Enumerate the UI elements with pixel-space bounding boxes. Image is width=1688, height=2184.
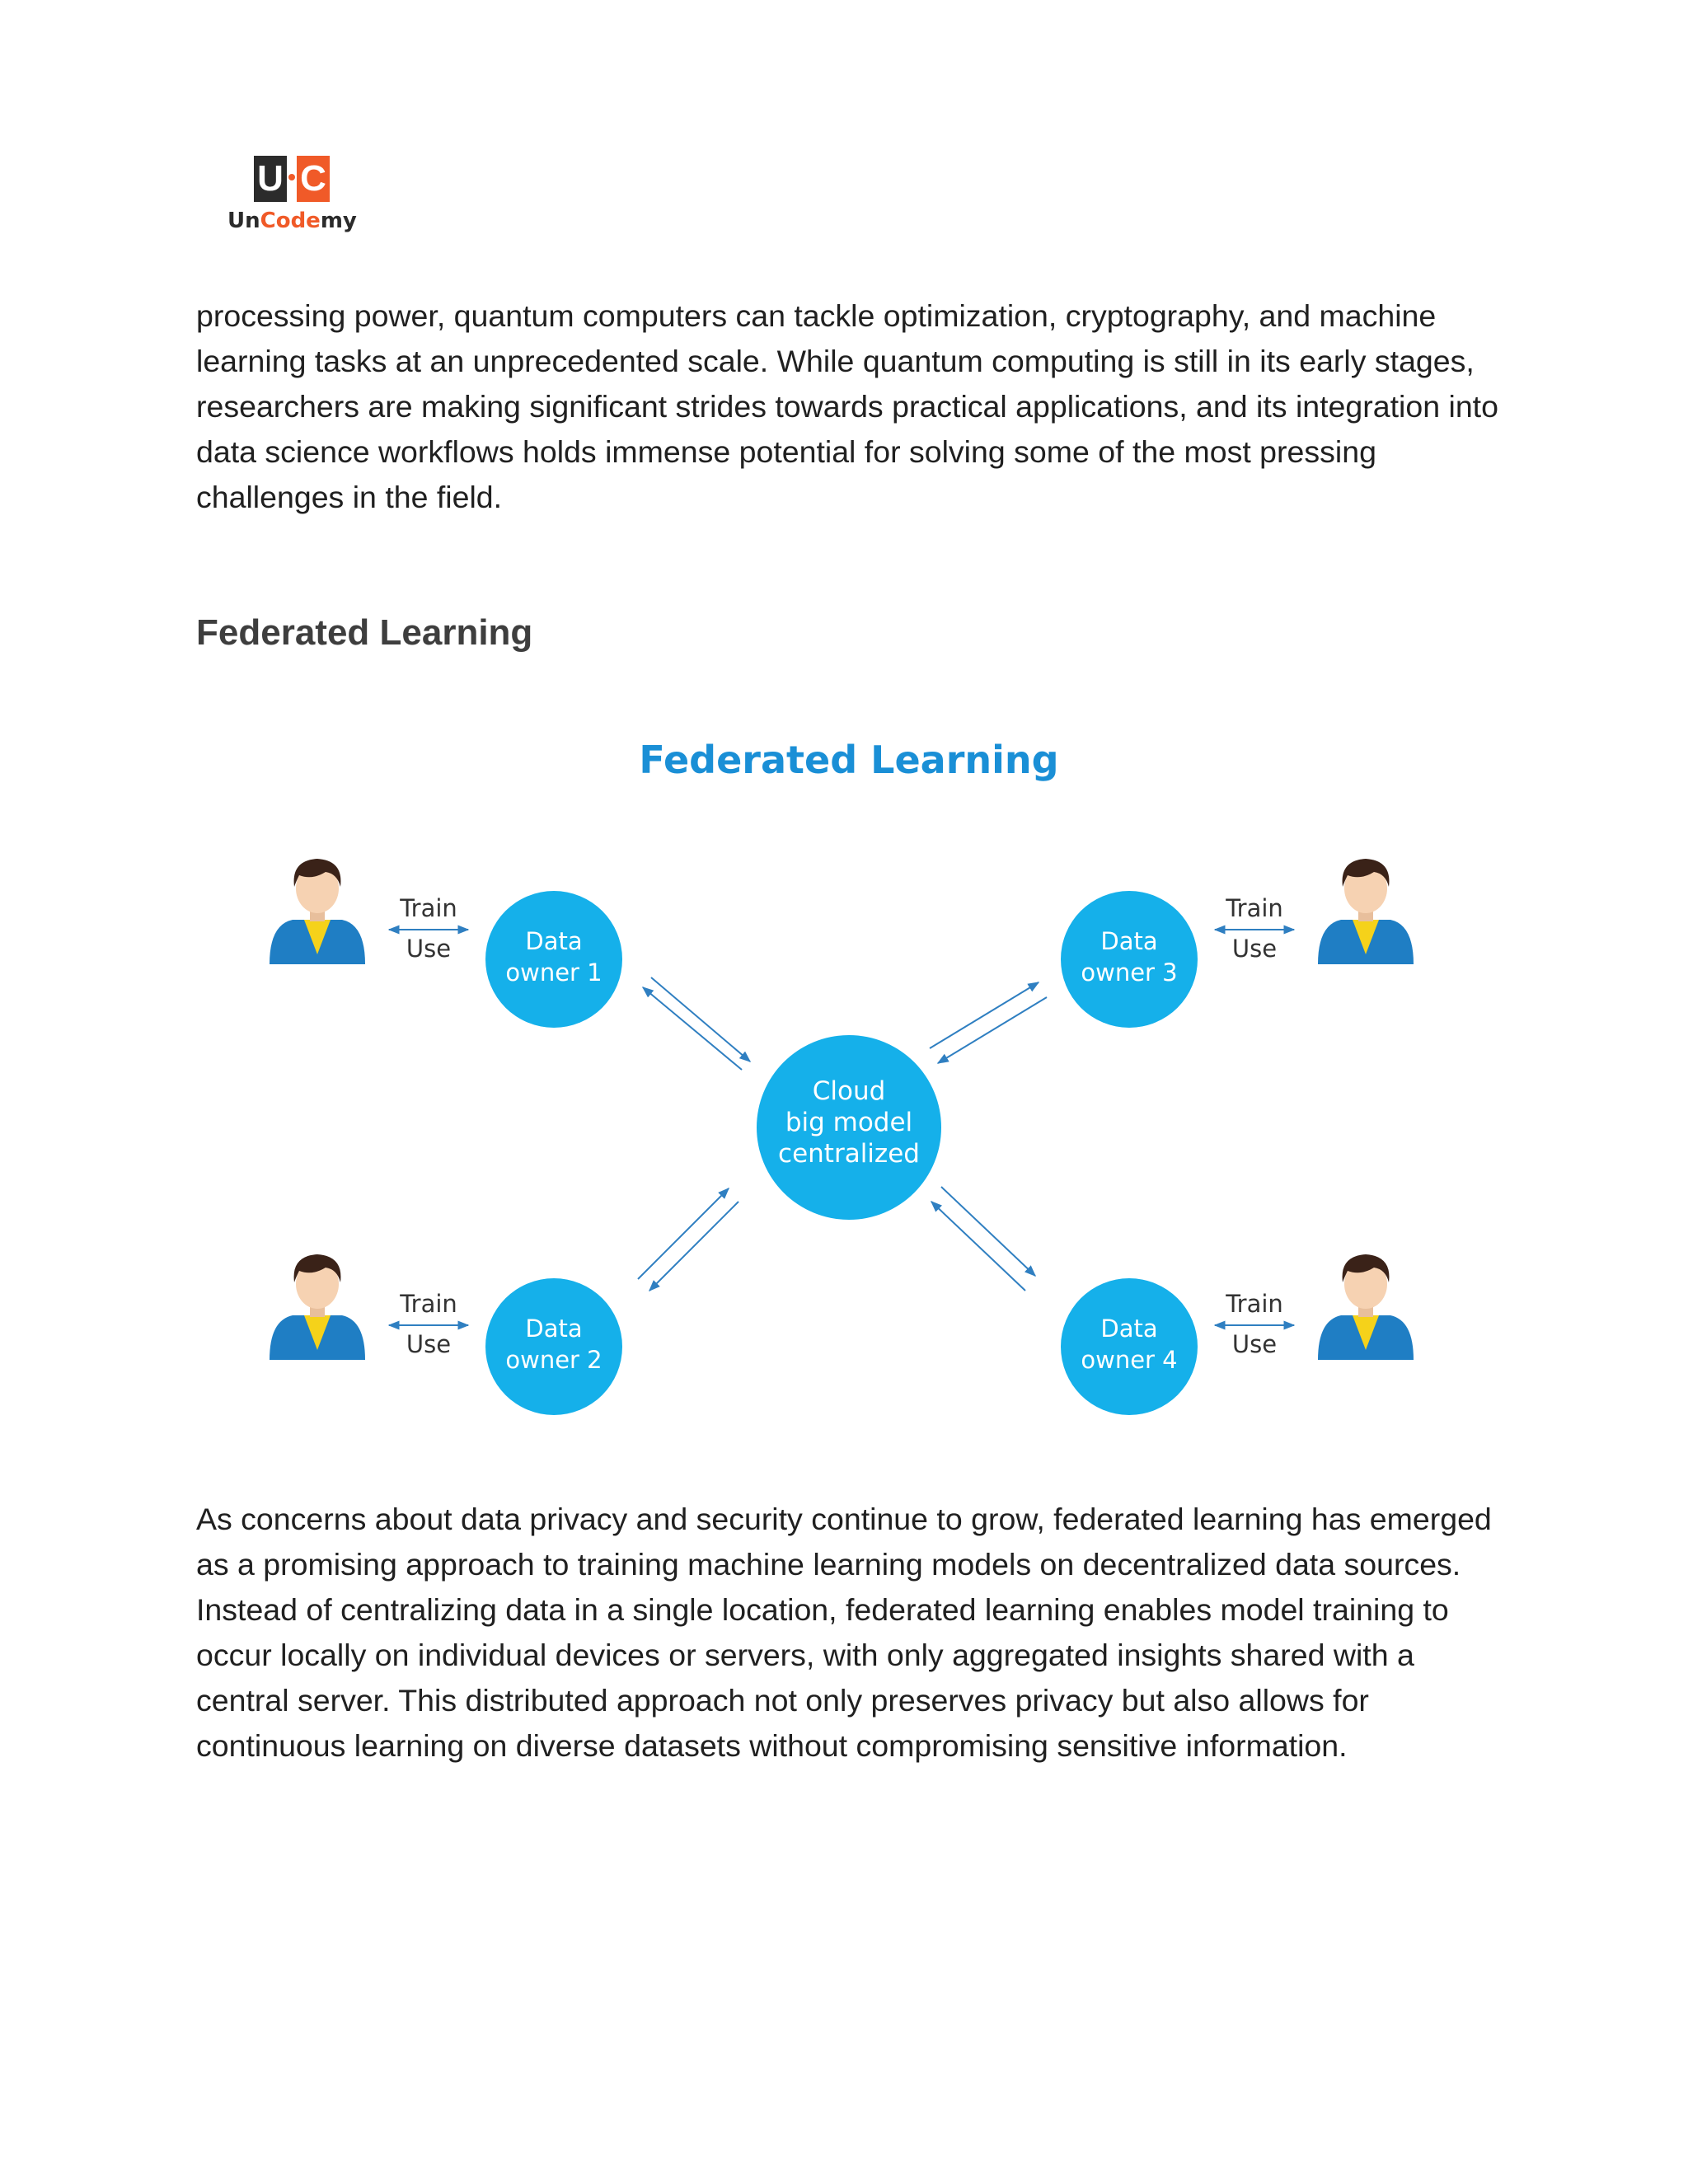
person-icon-4 <box>1318 1254 1414 1360</box>
person-icon-1 <box>270 859 365 964</box>
arrows-owner-2 <box>638 1188 738 1291</box>
train-use-4 <box>1215 1290 1294 1358</box>
paragraph-federated: As concerns about data privacy and security continue to grow, federated learning has emerged as a promising approach to training machine learning models on decentralized data sources. Instead of centralizing data in a single location, federated learning enables model training to occur locally on individual devices or servers, with only aggregated insights shared with a central server. This distributed approach not only preserves privacy but also allows for continuous learning on diverse datasets without compromising sensitive information. <box>196 1502 1492 1763</box>
data-owner-3 <box>1061 891 1198 1028</box>
train-use-2 <box>389 1290 468 1358</box>
logo-letter-c: C <box>297 156 330 202</box>
owner-4-line-2: owner 4 <box>1081 1346 1178 1374</box>
use-label-2: Use <box>406 1330 452 1358</box>
arrows-owner-3 <box>930 982 1047 1063</box>
person-icon-2 <box>270 1254 365 1360</box>
section-heading: Federated Learning <box>196 612 533 653</box>
owner-1-line-2: owner 1 <box>505 958 603 987</box>
person-icon-3 <box>1318 859 1414 964</box>
logo-dot <box>288 174 295 180</box>
owner-2-line-1: Data <box>525 1315 583 1343</box>
owner-3-line-2: owner 3 <box>1081 958 1178 987</box>
paragraph-quantum: processing power, quantum computers can tackle optimization, cryptography, and machine learning tasks at an unprecedented scale. While quantum computing is still in its early stages, researchers are making significant strides towards practical applications, and its integration into data science workflows holds immense potential for solving some of the most pressing challenges in the field. <box>196 298 1498 514</box>
federated-learning-diagram <box>247 725 1451 1442</box>
use-label-4: Use <box>1231 1330 1278 1358</box>
data-owner-4 <box>1061 1278 1198 1415</box>
uncodemy-logo <box>227 151 376 241</box>
cloud-node <box>757 1035 941 1220</box>
train-use-1 <box>389 894 468 963</box>
train-label-3: Train <box>1226 894 1283 922</box>
use-label-3: Use <box>1231 935 1278 963</box>
owner-4-line-1: Data <box>1100 1315 1158 1343</box>
train-label-4: Train <box>1226 1290 1283 1318</box>
logo-letter-u: U <box>254 156 287 202</box>
arrows-owner-1 <box>643 977 750 1070</box>
logo-mark <box>254 156 330 205</box>
data-owner-2 <box>485 1278 622 1415</box>
logo-word-part3: my <box>320 209 357 233</box>
train-use-3 <box>1215 894 1294 963</box>
owner-1-line-1: Data <box>525 927 583 955</box>
logo-word-part1: Un <box>227 209 260 233</box>
cloud-line-1: Cloud <box>812 1076 886 1106</box>
train-label-2: Train <box>400 1290 457 1318</box>
train-label-1: Train <box>400 894 457 922</box>
use-label-1: Use <box>406 935 452 963</box>
cloud-line-2: big model <box>785 1108 913 1137</box>
data-owner-1 <box>485 891 622 1028</box>
logo-word-part2: Code <box>260 209 321 233</box>
cloud-line-3: centralized <box>778 1139 920 1169</box>
arrows-owner-4 <box>931 1187 1035 1291</box>
owner-3-line-1: Data <box>1100 927 1158 955</box>
logo-wordmark <box>227 209 357 233</box>
owner-2-line-2: owner 2 <box>505 1346 603 1374</box>
diagram-title: Federated Learning <box>639 738 1059 782</box>
